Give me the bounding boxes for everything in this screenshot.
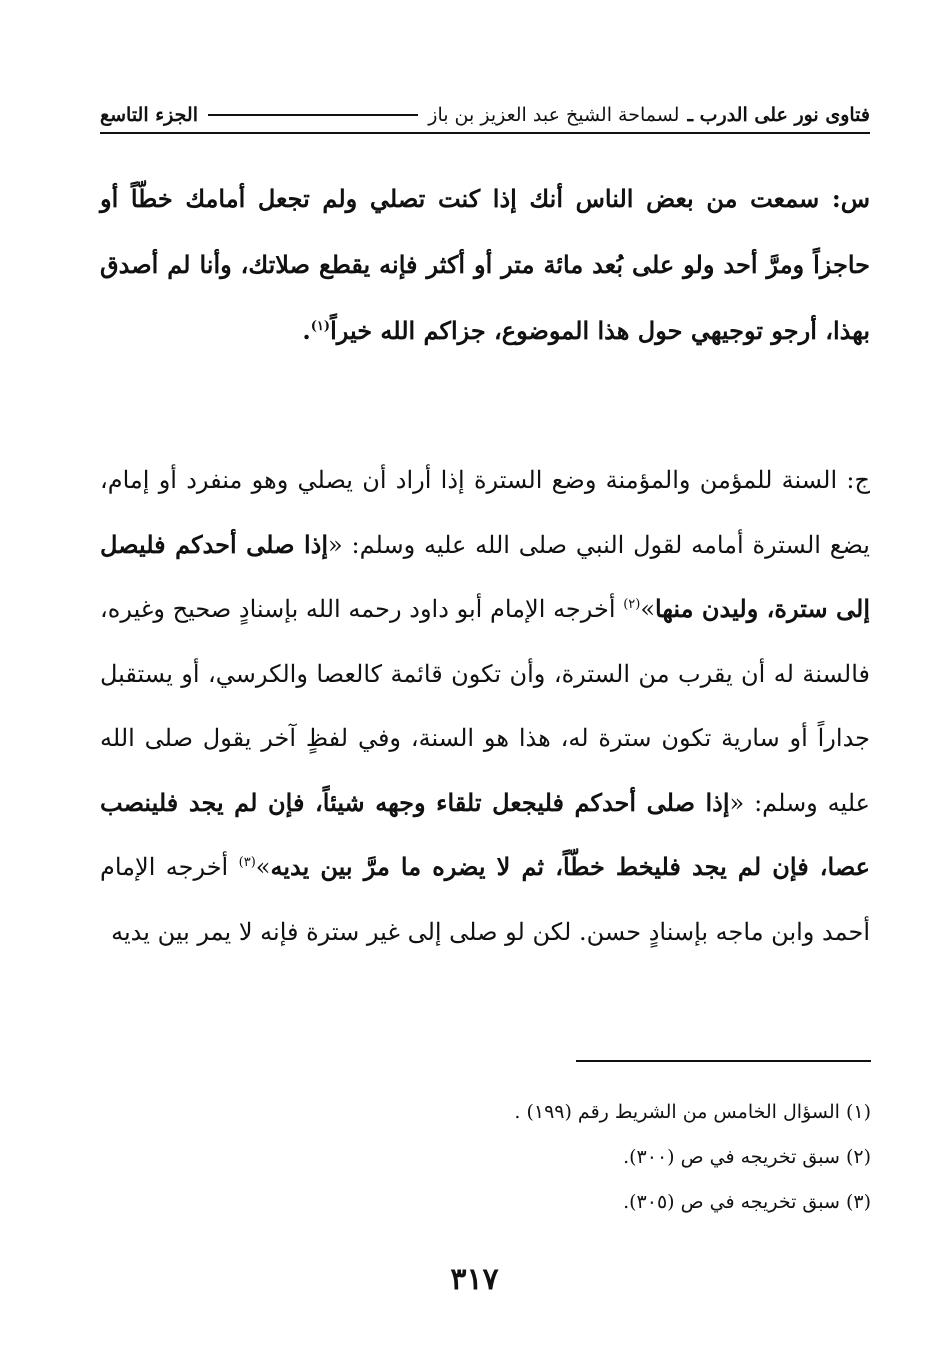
hadith-quote-1: إذا صلى أحدكم فليصل إلى سترة، وليدن منها bbox=[100, 529, 870, 623]
footnote-ref-3: (٣) bbox=[238, 855, 256, 870]
footnote-2: (٢) سبق تخريجه في ص (٣٠٠). bbox=[623, 1146, 871, 1168]
footnote-3: (٣) سبق تخريجه في ص (٣٠٥). bbox=[623, 1191, 871, 1213]
answer-text-2: أخرجه الإمام أبو داود رحمه الله بإسنادٍ صحيح وغيره، فالسنة له أن يقرب من السترة، وأن تكون قائمة كالعصا والكرسي، أو يستقبل جداراً أو سارية تكون سترة له، هذا هو السنة، وفي لفظٍ آخر يقول صلى الله عليه وسلم: « bbox=[100, 595, 870, 817]
header-divider bbox=[100, 132, 870, 134]
footnote-ref-1: (١) bbox=[310, 319, 331, 334]
answer-paragraph bbox=[100, 448, 870, 964]
hadith-quote-2: إذا صلى أحدكم فليجعل تلقاء وجهه شيئاً، فإن لم يجد فلينصب عصا، فإن لم يجد فليخط خطّاً، ثم لا يضره ما مرَّ بين يديه bbox=[100, 787, 870, 881]
page-number: ٣١٧ bbox=[450, 1262, 499, 1297]
volume-label: الجزء التاسع bbox=[100, 104, 198, 126]
quote-close-2: » bbox=[255, 853, 271, 881]
question-end: . bbox=[302, 316, 311, 345]
author-name: لسماحة الشيخ عبد العزيز بن باز bbox=[428, 104, 680, 126]
answer-text-1: السنة للمؤمن والمؤمنة وضع السترة إذا أراد أن يصلي وهو منفرد أو إمام، يضع السترة أمامه لقول النبي صلى الله عليه وسلم: « bbox=[100, 466, 870, 559]
question-prefix: س: bbox=[819, 184, 870, 213]
footnotes bbox=[271, 1090, 871, 1225]
quote-close-1: » bbox=[640, 595, 656, 623]
footnote-ref-2: (٢) bbox=[623, 597, 641, 612]
question-text: سمعت من بعض الناس أنك إذا كنت تصلي ولم تجعل أمامك خطّاً أو حاجزاً ومرَّ أحد ولو على بُعد مائة متر أو أكثر فإنه يقطع صلاتك، وأنا لم أصدق بهذا، أرجو توجيهي حول هذا الموضوع، جزاكم الله خيراً bbox=[100, 184, 870, 345]
answer-text-3: أخرجه الإمام أحمد وابن ماجه بإسنادٍ حسن. لكن لو صلى إلى غير سترة فإنه لا يمر بين يديه bbox=[100, 853, 870, 946]
book-title: فتاوى نور على الدرب ـ bbox=[687, 104, 870, 126]
answer-prefix: ج: bbox=[837, 466, 870, 494]
header-dash-rule bbox=[208, 114, 418, 116]
running-header bbox=[100, 98, 870, 132]
question-paragraph bbox=[100, 166, 870, 364]
footnote-1: (١) السؤال الخامس من الشريط رقم (١٩٩) . bbox=[514, 1101, 871, 1123]
footnote-divider bbox=[576, 1060, 871, 1062]
